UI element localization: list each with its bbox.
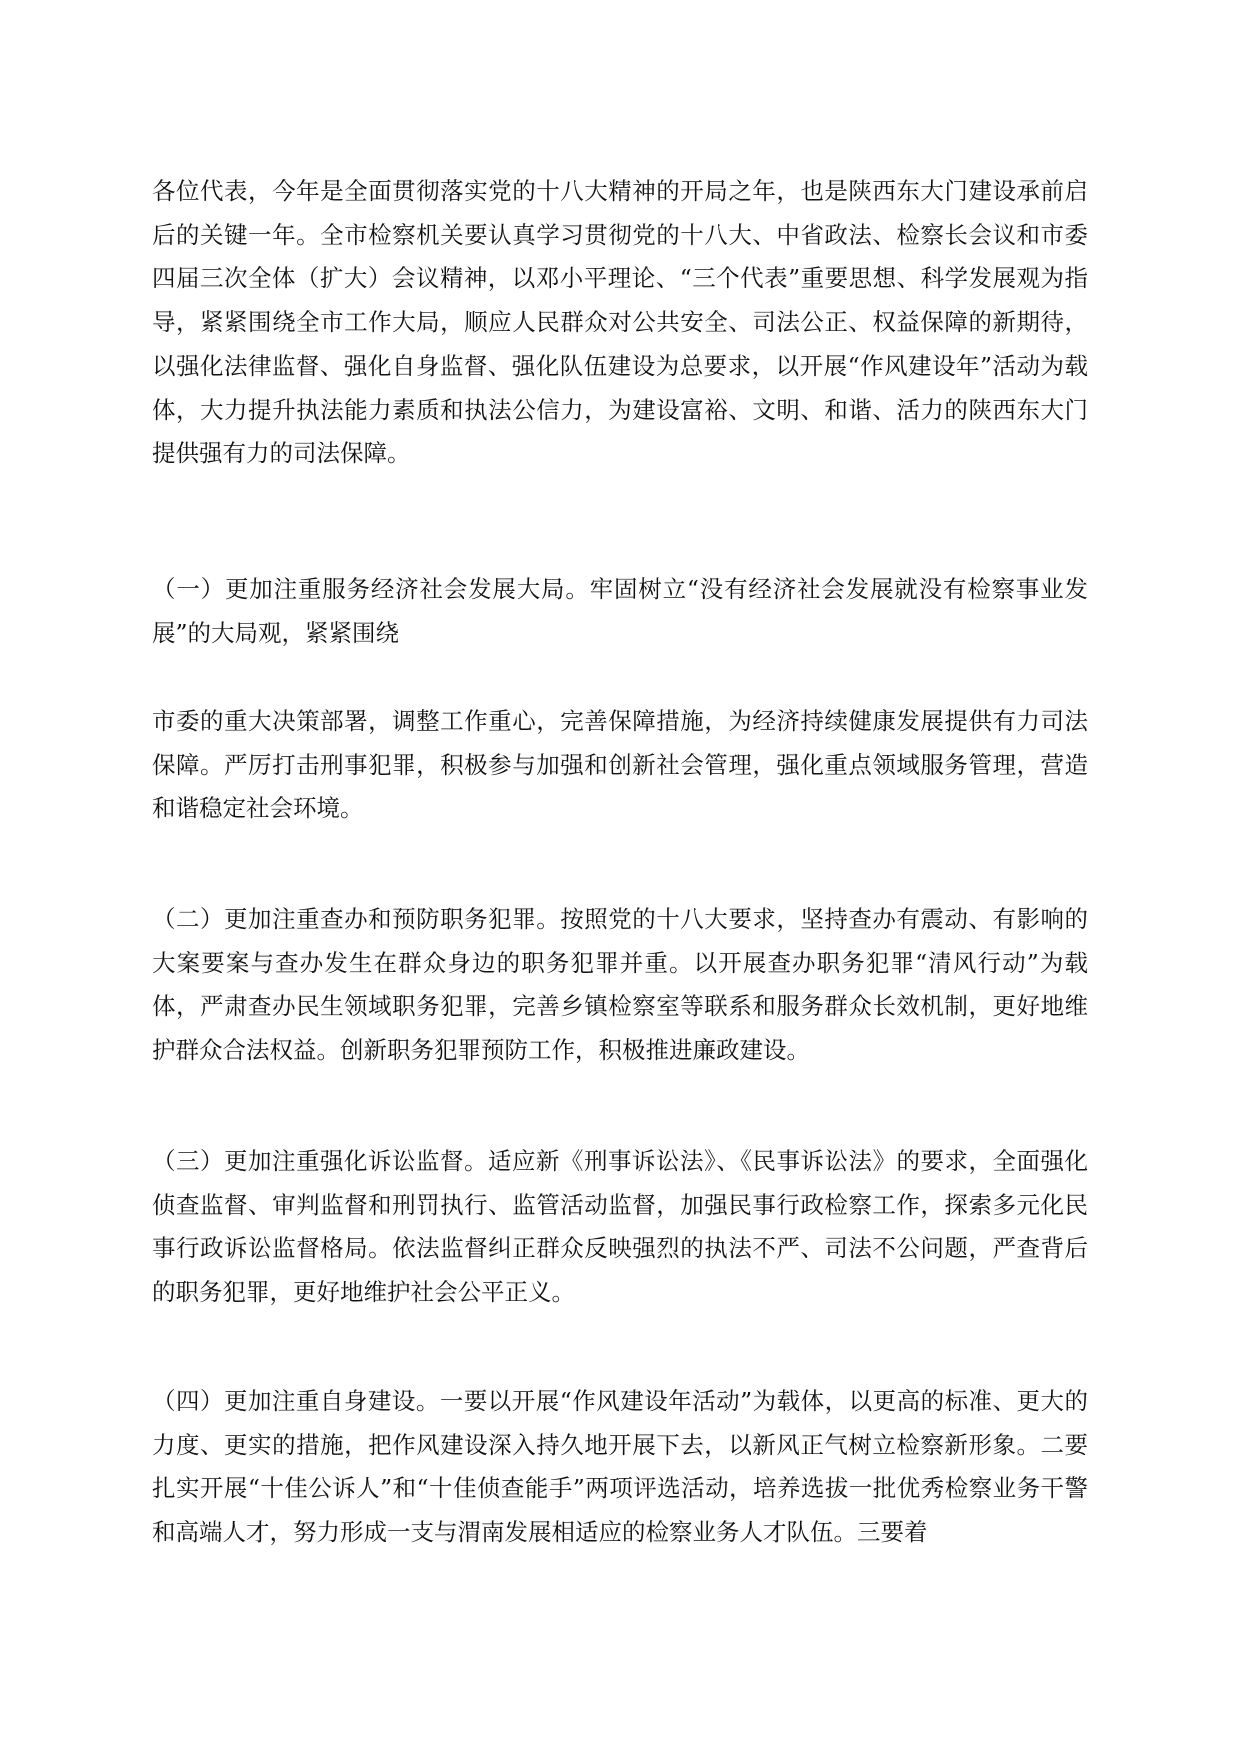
paragraph-section-3: （三）更加注重强化诉讼监督。适应新《刑事诉讼法》、《民事诉讼法》的要求，全面强化侦查监督、审判监督和刑罚执行、监管活动监督，加强民事行政检察工作，探索多元化民事行政诉讼监督格局。依法监督纠正群众反映强烈的执法不严、司法不公问题，严查背后的职务犯罪，更好地维护社会公平正义。 — [152, 1147, 1088, 1307]
paragraph-section-4: （四）更加注重自身建设。一要以开展“作风建设年活动”为载体，以更高的标准、更大的力度、更实的措施，把作风建设深入持久地开展下去，以新风正气树立检察新形象。二要扎实开展“十佳公诉人”和“十佳侦查能手”两项评选活动，培养选拔一批优秀检察业务干警和高端人才，努力形成一支与渭南发展相适应的检察业务人才队伍。三要着 — [152, 1387, 1088, 1547]
paragraph-section-2: （二）更加注重查办和预防职务犯罪。按照党的十八大要求，坚持查办有震动、有影响的大案要案与查办发生在群众身边的职务犯罪并重。以开展查办职务犯罪“清风行动”为载体，严肃查办民生领域职务犯罪，完善乡镇检察室等联系和服务群众长效机制，更好地维护群众合法权益。创新职务犯罪预防工作，积极推进廉政建设。 — [152, 905, 1088, 1065]
paragraph-intro: 各位代表，今年是全面贯彻落实党的十八大精神的开局之年，也是陕西东大门建设承前启后的关键一年。全市检察机关要认真学习贯彻党的十八大、中省政法、检察长会议和市委四届三次全体（扩大）会议精神，以邓小平理论、“三个代表”重要思想、科学发展观为指导，紧紧围绕全市工作大局，顺应人民群众对公共安全、司法公正、权益保障的新期待，以强化法律监督、强化自身监督、强化队伍建设为总要求，以开展“作风建设年”活动为载体，大力提升执法能力素质和执法公信力，为建设富裕、文明、和谐、活力的陕西东大门提供强有力的司法保障。 — [152, 177, 1088, 468]
paragraph-section-1: （一）更加注重服务经济社会发展大局。牢固树立“没有经济社会发展就没有检察事业发展”的大局观，紧紧围绕 — [152, 575, 1088, 647]
paragraph-section-1-continued: 市委的重大决策部署，调整工作重心，完善保障措施，为经济持续健康发展提供有力司法保障。严厉打击刑事犯罪，积极参与加强和创新社会管理，强化重点领域服务管理，营造和谐稳定社会环境。 — [152, 707, 1088, 823]
